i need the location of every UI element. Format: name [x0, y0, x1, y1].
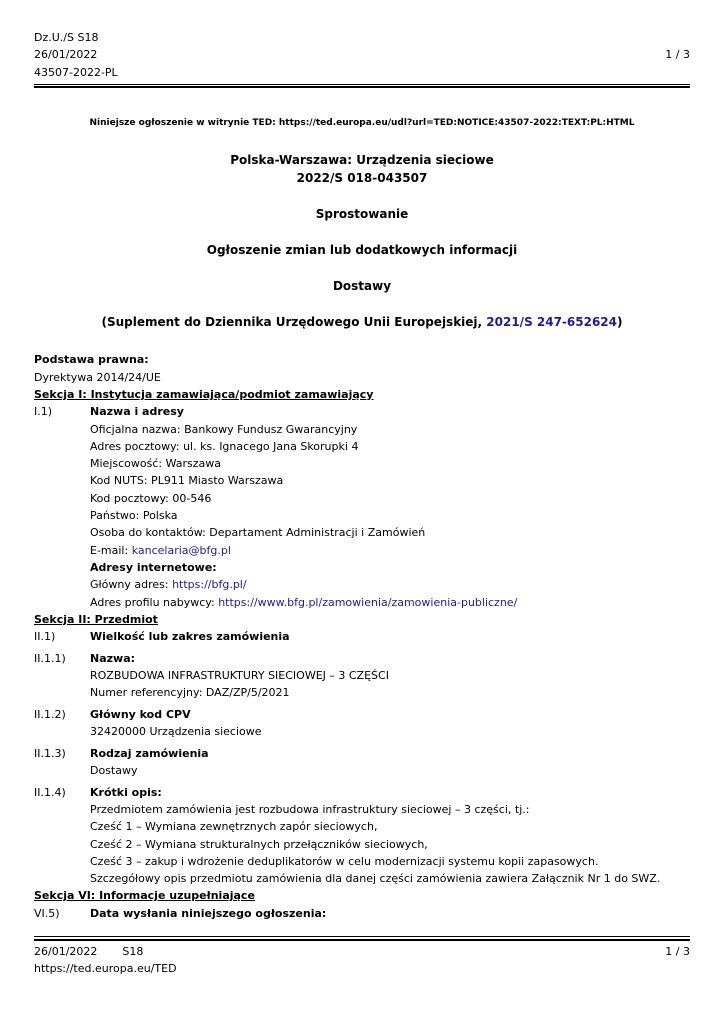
change-notice-title: Ogłoszenie zmian lub dodatkowych informacji [206, 243, 518, 258]
contract-type-title: Dostawy [332, 279, 392, 294]
supplement-suffix: ) [617, 315, 623, 330]
cpv-code: 32420000 Urządzenia sieciowe [90, 725, 262, 739]
item-II-1 [34, 628, 690, 645]
postal-address: Adres pocztowy: ul. ks. Ignacego Jana Skorupki 4 [90, 439, 359, 453]
header-date: 26/01/2022 [34, 48, 98, 62]
email-label: E-mail: [90, 543, 132, 557]
legal-basis [34, 351, 690, 386]
short-description-note: Szczegółowy opis przedmiotu zamówienia dla danej części zamówienia zawiera Załącznik Nr 1 do SWZ. [90, 872, 661, 886]
footer-ted-url[interactable] [34, 960, 690, 977]
city: Miejscowość: Warszawa [90, 457, 222, 471]
item-II-1-2-number: II.1.2) [34, 707, 66, 721]
item-II-1-2 [34, 706, 690, 741]
header-rule [34, 84, 690, 89]
item-I-1-title: Nazwa i adresy [90, 405, 184, 419]
contact-person: Osoba do kontaktów: Departament Administracji i Zamówień [90, 526, 426, 540]
email-link[interactable]: kancelaria@bfg.pl [131, 543, 231, 557]
footer-rule [34, 936, 690, 941]
item-II-1-3 [34, 745, 690, 780]
official-name: Oficjalna nazwa: Bankowy Fundusz Gwarancyjny [90, 422, 358, 436]
item-VI-5 [34, 905, 690, 922]
short-description-part1: Cześć 1 – Wymiana zewnętrznych zapór sieciowych, [90, 820, 378, 834]
document-reference: 43507-2022-PL [34, 65, 118, 79]
oj-number: 2022/S 018-043507 [296, 171, 428, 186]
legal-basis-label: Podstawa prawna: [34, 353, 149, 367]
main-address-link[interactable]: https://bfg.pl/ [172, 578, 247, 592]
item-II-1-title: Wielkość lub zakres zamówienia [90, 630, 290, 644]
legal-basis-value: Dyrektywa 2014/24/UE [34, 370, 161, 384]
item-II-1-1-title: Nazwa: [90, 651, 136, 665]
item-II-1-3-title: Rodzaj zamówienia [90, 746, 209, 760]
supplement-line [34, 313, 690, 331]
nuts-code: Kod NUTS: PL911 Miasto Warszawa [90, 474, 284, 488]
email-line [90, 542, 690, 559]
corrigendum-title: Sprostowanie [315, 207, 409, 222]
contract-name: ROZBUDOWA INFRASTRUKTURY SIECIOWEJ – 3 CZĘŚCI [90, 669, 389, 683]
footer-series: S18 [122, 944, 144, 958]
item-VI-5-title: Data wysłania niniejszego ogłoszenia: [90, 906, 327, 920]
postal-code: Kod pocztowy: 00-546 [90, 491, 212, 505]
item-II-1-1 [34, 650, 690, 702]
section-1-heading: Sekcja I: Instytucja zamawiająca/podmiot zamawiający [34, 387, 374, 401]
main-address-line [90, 576, 690, 593]
buyer-profile-line [90, 594, 690, 611]
notice-title: Polska-Warszawa: Urządzenia sieciowe [230, 153, 494, 168]
item-II-1-4 [34, 784, 690, 888]
item-II-1-number: II.1) [34, 630, 56, 644]
journal-reference: Dz.U./S S18 [34, 31, 99, 44]
internet-addresses-heading: Adresy internetowe: [90, 560, 217, 574]
item-II-1-4-number: II.1.4) [34, 785, 66, 799]
item-II-1-1-number: II.1.1) [34, 651, 66, 665]
short-description-part3: Cześć 3 – zakup i wdrożenie deduplikatorów w celu modernizacji systemu kopii zapasowych. [90, 854, 599, 868]
supplement-oj-link[interactable]: 2021/S 247-652624 [486, 315, 618, 330]
page-footer [34, 936, 690, 977]
page-indicator: 1 / 3 [665, 48, 690, 61]
reference-number: Numer referencyjny: DAZ/ZP/5/2021 [90, 686, 290, 700]
footer-meta-row [34, 943, 690, 960]
footer-page-indicator: 1 / 3 [665, 944, 690, 958]
country: Państwo: Polska [90, 509, 178, 523]
ted-notice-line: Niniejsze ogłoszenie w witrynie TED: https://ted.europa.eu/udl?url=TED:NOTICE:43507-2022:TEXT:PL:HTML [89, 118, 635, 129]
page-header [34, 29, 690, 81]
contract-type-value: Dostawy [90, 764, 138, 778]
document-body [34, 351, 690, 922]
item-II-1-2-title: Główny kod CPV [90, 707, 191, 721]
section-2-heading: Sekcja II: Przedmiot [34, 612, 158, 626]
footer-date: 26/01/2022 [34, 944, 98, 958]
main-address-label: Główny adres: [90, 578, 173, 592]
short-description-intro: Przedmiotem zamówienia jest rozbudowa infrastruktury sieciowej – 3 części, tj.: [90, 803, 530, 816]
section-6-heading: Sekcja VI: Informacje uzupełniające [34, 889, 255, 903]
short-description-part2: Cześć 2 – Wymiana strukturalnych przełączników sieciowych, [90, 837, 428, 851]
item-VI-5-number: VI.5) [34, 906, 60, 920]
item-I-1-number: I.1) [34, 405, 53, 419]
footer-ted-url-link[interactable]: https://ted.europa.eu/TED [34, 961, 177, 975]
item-I-1 [34, 403, 690, 611]
supplement-prefix: (Suplement do Dziennika Urzędowego Unii Europejskiej, [101, 315, 487, 330]
buyer-profile-label: Adres profilu nabywcy: [90, 595, 219, 609]
buyer-profile-link[interactable]: https://www.bfg.pl/zamowienia/zamowienia-publiczne/ [218, 595, 518, 609]
item-II-1-3-number: II.1.3) [34, 746, 66, 760]
item-II-1-4-title: Krótki opis: [90, 785, 162, 799]
